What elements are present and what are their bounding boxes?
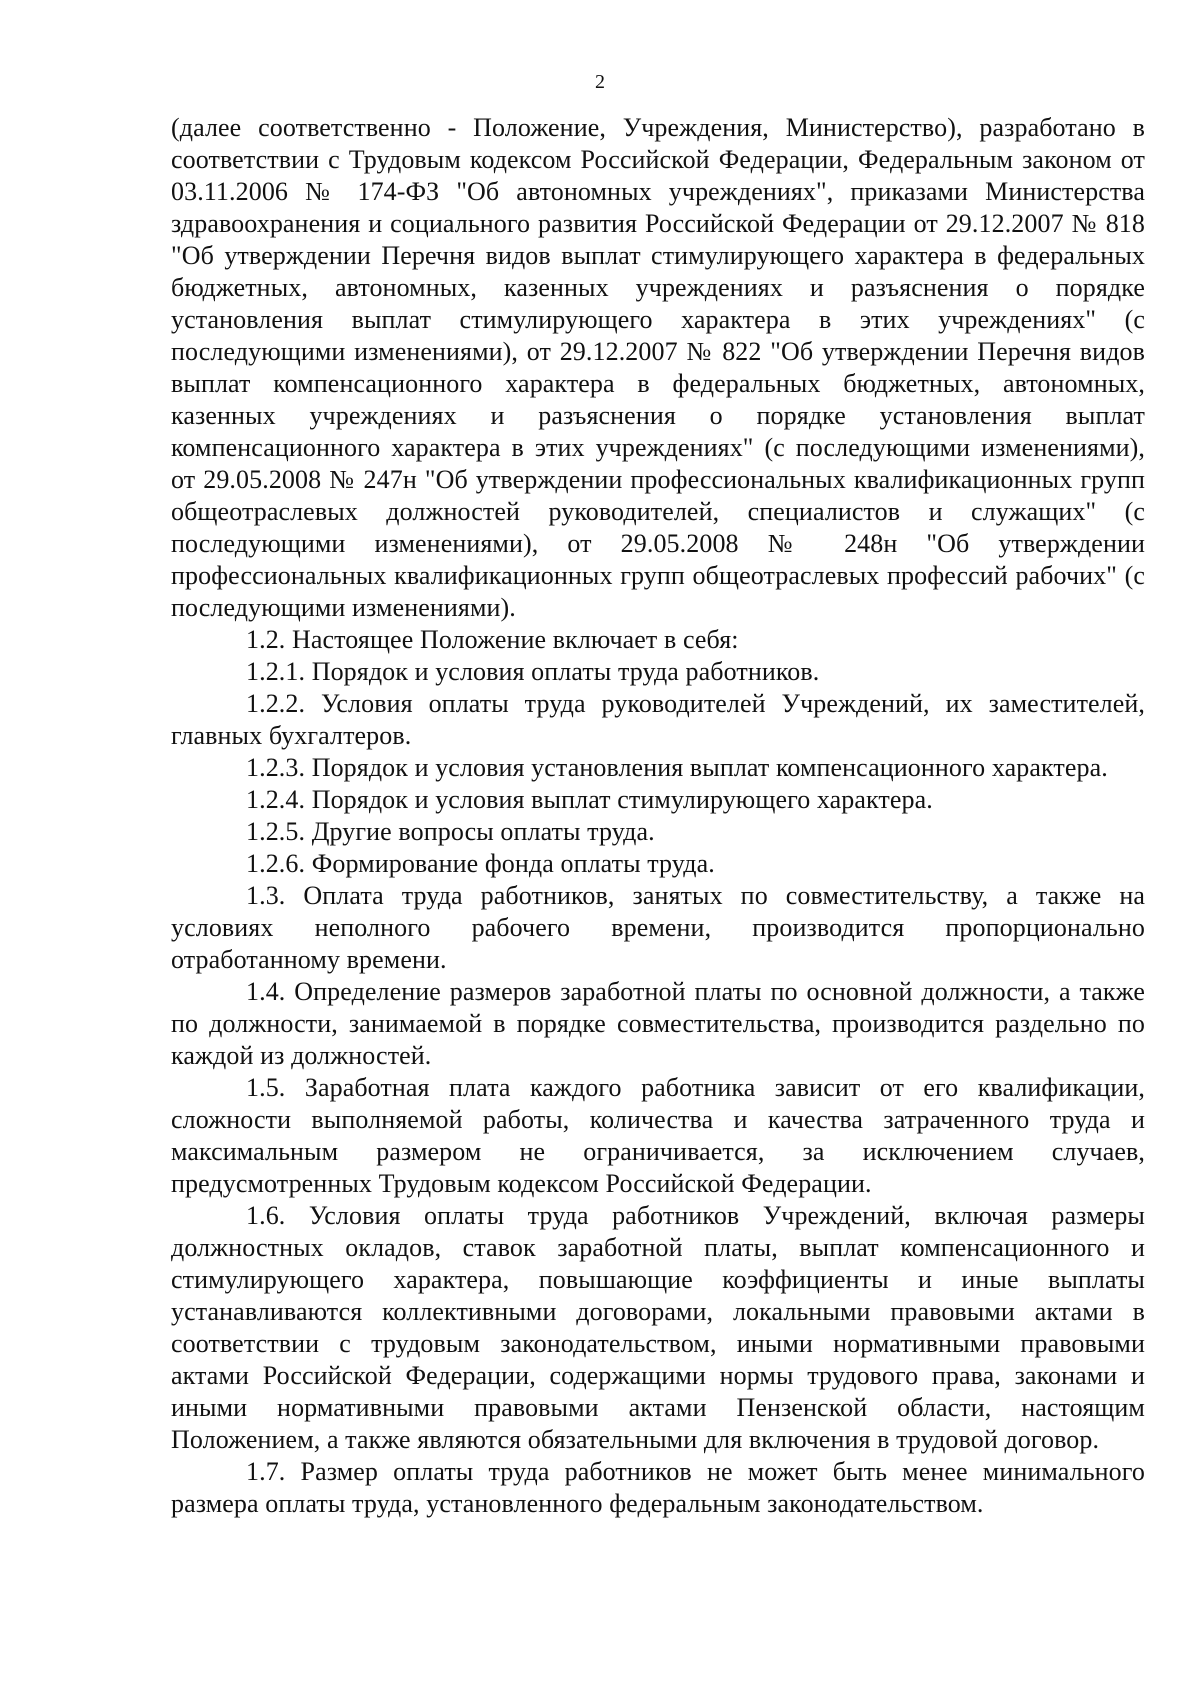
paragraph-1-2-4: 1.2.4. Порядок и условия выплат стимулирующего характера. bbox=[246, 785, 933, 814]
paragraph-1-5: 1.5. Заработная плата каждого работника зависит от его квалификации, сложности выполняемой работы, количества и качества затраченного труда и максимальным размером не ограничивается, за исключением случаев, предусмотренных Трудовым кодексом Российской Федерации. bbox=[171, 1073, 1145, 1198]
paragraph-1-2-3: 1.2.3. Порядок и условия установления выплат компенсационного характера. bbox=[246, 753, 1108, 782]
paragraph-1-2-6: 1.2.6. Формирование фонда оплаты труда. bbox=[246, 849, 715, 878]
paragraph-1-6: 1.6. Условия оплаты труда работников Учреждений, включая размеры должностных окладов, ставок заработной платы, выплат компенсационного и стимулирующего характера, повышающие коэффициенты и иные выплаты устанавливаются коллективными договорами, локальными правовыми актами в соответствии с трудовым законодательством, иными нормативными правовыми актами Российской Федерации, содержащими нормы трудового права, законами и иными нормативными правовыми актами Пензенской области, настоящим Положением, а также являются обязательными для включения в трудовой договор. bbox=[171, 1201, 1145, 1454]
paragraph-1-4: 1.4. Определение размеров заработной платы по основной должности, а также по должности, занимаемой в порядке совместительства, производится раздельно по каждой из должностей. bbox=[171, 977, 1145, 1070]
paragraph-1-2-2: 1.2.2. Условия оплаты труда руководителей Учреждений, их заместителей, главных бухгалтеров. bbox=[171, 689, 1145, 750]
paragraph-intro-continuation: (далее соответственно - Положение, Учреждения, Министерство), разработано в соответствии с Трудовым кодексом Российской Федерации, Федеральным законом от 03.11.2006 № 174-ФЗ "Об автономных учреждениях", приказами Министерства здравоохранения и социального развития Российской Федерации от 29.12.2007 № 818 "Об утверждении Перечня видов выплат стимулирующего характера в федеральных бюджетных, автономных, казенных учреждениях и разъяснения о порядке установления выплат стимулирующего характера в этих учреждениях" (с последующими изменениями), от 29.12.2007 № 822 "Об утверждении Перечня видов выплат компенсационного характера в федеральных бюджетных, автономных, казенных учреждениях и разъяснения о порядке установления выплат компенсационного характера в этих учреждениях" (с последующими изменениями), от 29.05.2008 № 247н "Об утверждении профессиональных квалификационных групп общеотраслевых должностей руководителей, специалистов и служащих" (с последующими изменениями), от 29.05.2008 № 248н "Об утверждении профессиональных квалификационных групп общеотраслевых профессий рабочих" (с последующими изменениями). bbox=[171, 113, 1145, 622]
document-body bbox=[171, 112, 1145, 1520]
paragraph-1-7: 1.7. Размер оплаты труда работников не может быть менее минимального размера оплаты труда, установленного федеральным законодательством. bbox=[171, 1457, 1145, 1518]
paragraph-1-3: 1.3. Оплата труда работников, занятых по совместительству, а также на условиях неполного рабочего времени, производится пропорционально отработанному времени. bbox=[171, 881, 1145, 974]
paragraph-1-2-5: 1.2.5. Другие вопросы оплаты труда. bbox=[246, 817, 655, 846]
page-number: 2 bbox=[595, 71, 605, 93]
paragraph-1-2-1: 1.2.1. Порядок и условия оплаты труда работников. bbox=[246, 657, 820, 686]
paragraph-1-2: 1.2. Настоящее Положение включает в себя: bbox=[246, 625, 739, 654]
